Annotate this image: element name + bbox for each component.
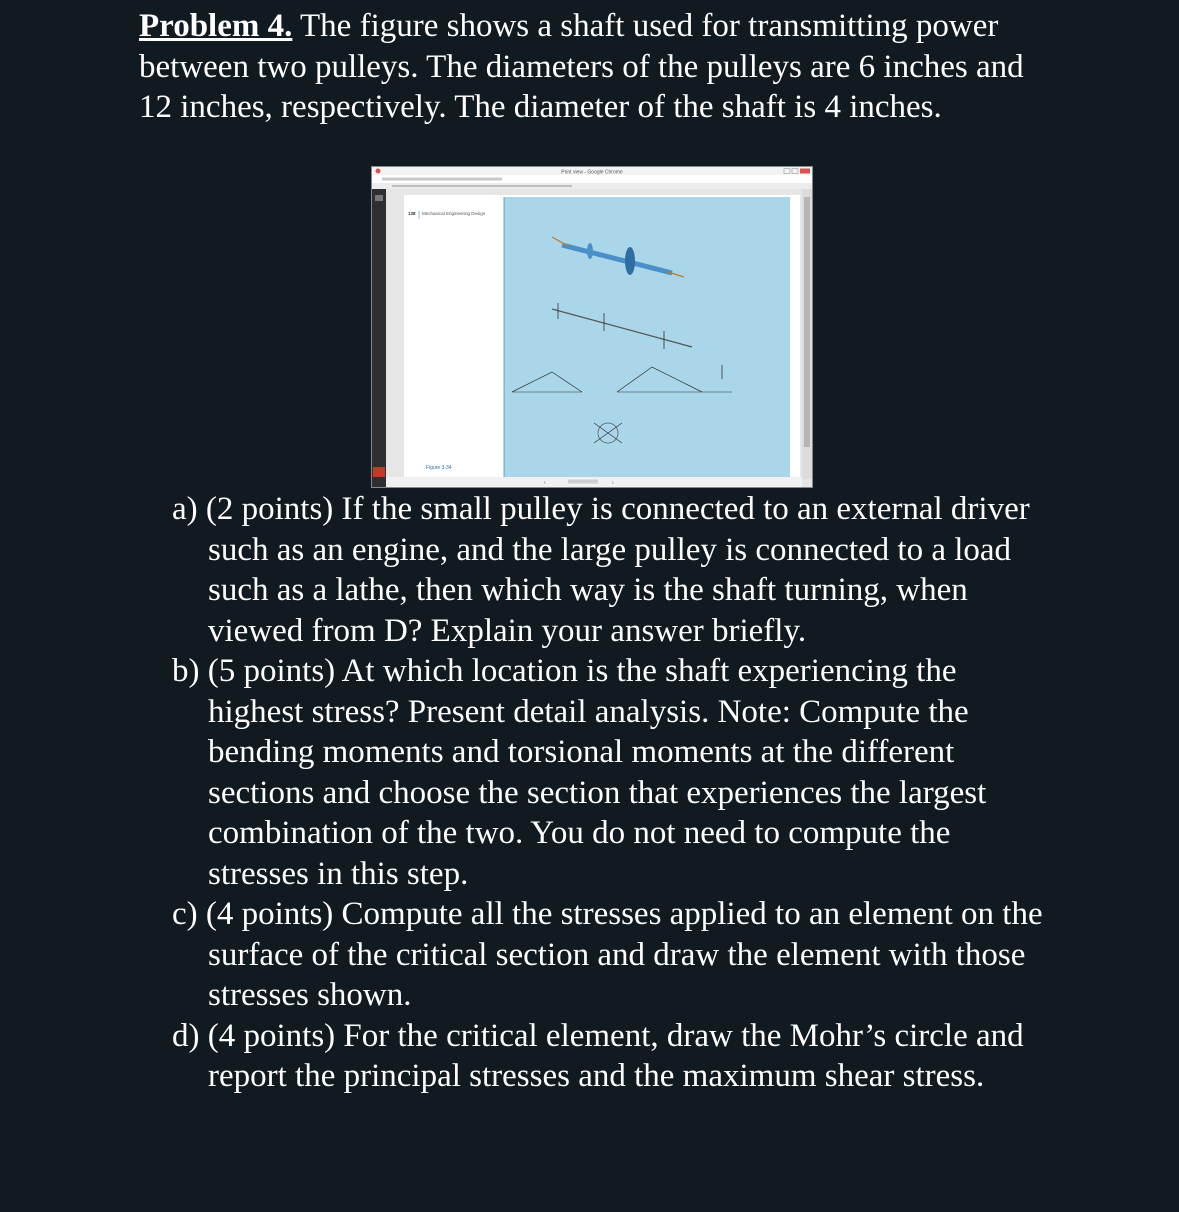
- question-b: [172, 651, 1052, 894]
- question-text: (4 points) Compute all the stresses applied to an element on the surface of the critical section and draw the element with those stresses shown.: [197, 896, 1043, 1013]
- next-page-icon[interactable]: ›: [612, 480, 614, 486]
- question-d: [172, 1016, 1052, 1097]
- small-pulley: [587, 243, 593, 259]
- question-label: a): [172, 491, 198, 527]
- figure-caption: Figure 3-34: [426, 465, 452, 471]
- prev-page-icon[interactable]: ‹: [544, 480, 546, 486]
- question-label: d): [172, 1017, 200, 1054]
- question-list: [172, 489, 1052, 1097]
- sidebar-thumbnail-icon[interactable]: [375, 195, 383, 201]
- question-text: (5 points) At which location is the shaft experiencing the highest stress? Present detail analysis. Note: Compute the bending moments and torsional moments at the different sections and choose the section that experiences the largest combination of the two. You do not need to compute the stresses in this step.: [199, 653, 987, 892]
- question-a: [172, 489, 1052, 651]
- browser-window-title: Print view - Google Chrome: [561, 169, 623, 176]
- large-pulley: [625, 247, 635, 275]
- figure-graphic: [372, 167, 812, 487]
- book-page-number: 138: [408, 211, 416, 216]
- url-text: [382, 178, 502, 181]
- viewer-sidebar: [372, 189, 386, 487]
- question-label: c): [172, 896, 198, 932]
- publisher-logo: [373, 467, 385, 477]
- book-header-title: Mechanical Engineering Design: [422, 211, 486, 216]
- bookmarks-text: [392, 185, 572, 187]
- problem-text: The figure shows a shaft used for transmitting power between two pulleys. The diameters of the pulleys are 6 inches and 12 inches, respectively. The diameter of the shaft is 4 inches.: [139, 8, 1024, 125]
- page-slider[interactable]: [568, 480, 598, 484]
- question-text: (2 points) If the small pulley is connected to an external driver such as an engine, and the large pulley is connected to a load such as a lathe, then which way is the shaft turning, when viewed from D? Explain your answer briefly.: [197, 491, 1030, 649]
- close-icon[interactable]: [800, 169, 810, 174]
- embedded-screenshot-figure: [371, 166, 813, 488]
- question-text: (4 points) For the critical element, draw the Mohr’s circle and report the principal stresses and the maximum shear stress.: [199, 1017, 1024, 1094]
- problem-heading: Problem 4.: [139, 8, 293, 44]
- browser-icon: [376, 169, 381, 174]
- scrollbar-thumb[interactable]: [804, 197, 810, 447]
- question-c: [172, 894, 1052, 1016]
- figure-panel: [504, 197, 790, 477]
- problem-statement: [139, 6, 1059, 128]
- question-label: b): [172, 653, 200, 689]
